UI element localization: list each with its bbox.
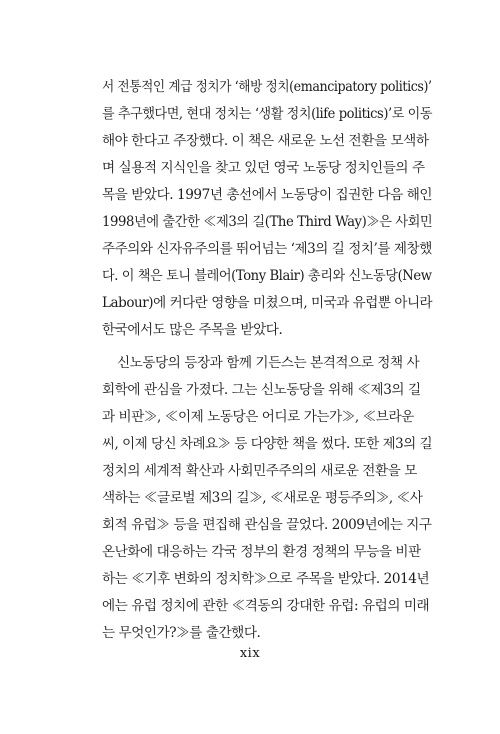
text-line: 서 전통적인 계급 정치가 ‘해방 정치(emancipatory politics)’ bbox=[102, 79, 432, 95]
text-line: 다. 이 책은 토니 블레어(Tony Blair) 총리와 신노동당(New bbox=[102, 268, 432, 284]
text-line: 해야 한다고 주장했다. 이 책은 새로운 노선 전환을 모색하 bbox=[102, 133, 429, 149]
text-line: 회학에 관심을 가졌다. 그는 신노동당을 위해 ≪제3의 길 bbox=[102, 382, 421, 398]
text-line: 목을 받았다. 1997년 총선에서 노동당이 집권한 다음 해인 bbox=[102, 187, 433, 203]
text-line: 를 추구했다면, 현대 정치는 ‘생활 정치(life politics)’로 이동 bbox=[102, 106, 433, 122]
text-line: 하는 ≪기후 변화의 정치학≫으로 주목을 받았다. 2014년 bbox=[102, 571, 430, 587]
text-line: 과 비판≫, ≪이제 노동당은 어디로 가는가≫, ≪브라운 bbox=[102, 409, 414, 425]
text-line: 주주의와 신자유주의를 뛰어넘는 ‘제3의 길 정치’를 제창했 bbox=[102, 241, 432, 257]
text-line: 온난화에 대응하는 각국 정부의 환경 정책의 무능을 비판 bbox=[102, 544, 421, 560]
text-line: 에는 유럽 정치에 관한 ≪격동의 강대한 유럽: 유럽의 미래 bbox=[102, 598, 430, 614]
text-line: 1998년에 출간한 ≪제3의 길(The Third Way)≫은 사회민 bbox=[102, 214, 433, 230]
text-line: 색하는 ≪글로벌 제3의 길≫, ≪새로운 평등주의≫, ≪사 bbox=[102, 490, 423, 506]
text-line: 정치의 세계적 확산과 사회민주주의의 새로운 전환을 모 bbox=[102, 463, 417, 479]
text-line: Labour)에 커다란 영향을 미쳤으며, 미국과 유럽뿐 아니라 bbox=[102, 295, 433, 311]
text-line: 씨, 이제 당신 차례요≫ 등 다양한 책을 썼다. 또한 제3의 길 bbox=[102, 436, 433, 452]
paragraph-first-line: 신노동당의 등장과 함께 기든스는 본격적으로 정책 사 bbox=[117, 355, 420, 371]
text-line: 며 실용적 지식인을 찾고 있던 영국 노동당 정치인들의 주 bbox=[102, 160, 425, 176]
page-number: xix bbox=[239, 646, 261, 661]
text-line: 는 무엇인가?≫를 출간했다. bbox=[102, 625, 261, 641]
text-line: 회적 유럽≫ 등을 편집해 관심을 끌었다. 2009년에는 지구 bbox=[102, 517, 432, 533]
text-line: 한국에서도 많은 주목을 받았다. bbox=[102, 322, 283, 338]
